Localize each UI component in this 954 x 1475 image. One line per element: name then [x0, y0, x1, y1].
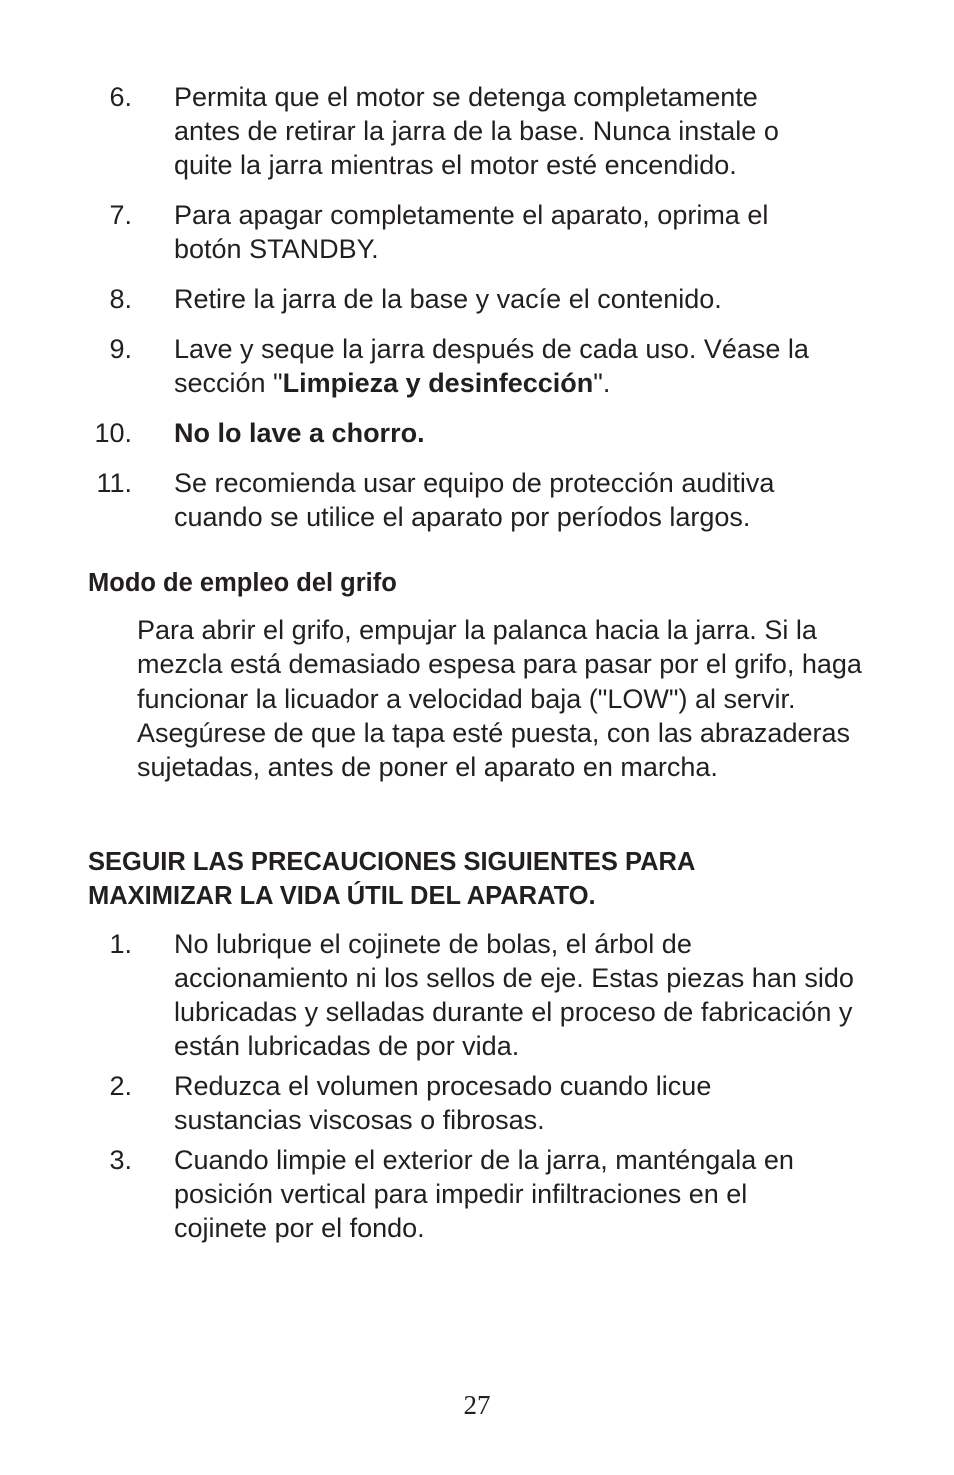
list-item	[88, 332, 868, 400]
list-item	[88, 282, 868, 316]
section-reference: Limpieza y desinfección	[282, 368, 594, 398]
item-number: 7.	[109, 200, 132, 230]
item-text: Permita que el motor se detenga completamente antes de retirar la jarra de la base. Nunca instale o quite la jarra mientras el motor esté encendido.	[174, 82, 779, 180]
item-text-part: Lave y seque la jarra después de cada uso. Véase la sección "	[174, 334, 809, 398]
item-number: 9.	[109, 334, 132, 364]
item-text: No lubrique el cojinete de bolas, el árbol de accionamiento ni los sellos de eje. Estas piezas han sido lubricadas y selladas durante el proceso de fabricación y están lubricadas de por vida.	[174, 929, 854, 1061]
item-number: 11.	[96, 468, 132, 498]
item-number: 6.	[109, 82, 132, 112]
item-number: 8.	[109, 284, 132, 314]
precautions-heading: SEGUIR LAS PRECAUCIONES SIGUIENTES PARA MAXIMIZAR LA VIDA ÚTIL DEL APARATO.	[88, 848, 695, 910]
list-item	[88, 927, 868, 1063]
item-number: 1.	[109, 929, 132, 959]
list-item	[88, 198, 868, 266]
item-text: Se recomienda usar equipo de protección auditiva cuando se utilice el aparato por períodos largos.	[174, 468, 775, 532]
item-text: Cuando limpie el exterior de la jarra, manténgala en posición vertical para impedir infiltraciones en el cojinete por el fondo.	[174, 1145, 794, 1243]
item-text	[174, 332, 834, 400]
spout-section-paragraph: Para abrir el grifo, empujar la palanca hacia la jarra. Si la mezcla está demasiado espesa para pasar por el grifo, haga funcionar la licuador a velocidad baja ("LOW") al servir. Asegúrese de que la tapa esté puesta, con las abrazaderas sujetadas, antes de poner el aparato en marcha.	[137, 615, 862, 783]
instruction-list	[88, 80, 868, 534]
page-number: 27	[463, 1390, 491, 1420]
list-item	[88, 466, 868, 534]
item-text: Para apagar completamente el aparato, oprima el botón STANDBY.	[174, 200, 769, 264]
spout-section-heading: Modo de empleo del grifo	[88, 569, 397, 597]
list-item	[88, 80, 868, 182]
list-item	[88, 1069, 868, 1137]
item-text: No lo lave a chorro.	[174, 418, 425, 448]
item-text: Reduzca el volumen procesado cuando licue sustancias viscosas o fibrosas.	[174, 1071, 712, 1135]
item-number: 3.	[109, 1145, 132, 1175]
precautions-list	[88, 927, 868, 1245]
item-number: 2.	[109, 1071, 132, 1101]
list-item	[88, 1143, 868, 1245]
list-item	[88, 416, 868, 450]
item-number: 10.	[94, 418, 132, 448]
item-text-part: ".	[593, 368, 611, 398]
item-text: Retire la jarra de la base y vacíe el contenido.	[174, 284, 722, 314]
